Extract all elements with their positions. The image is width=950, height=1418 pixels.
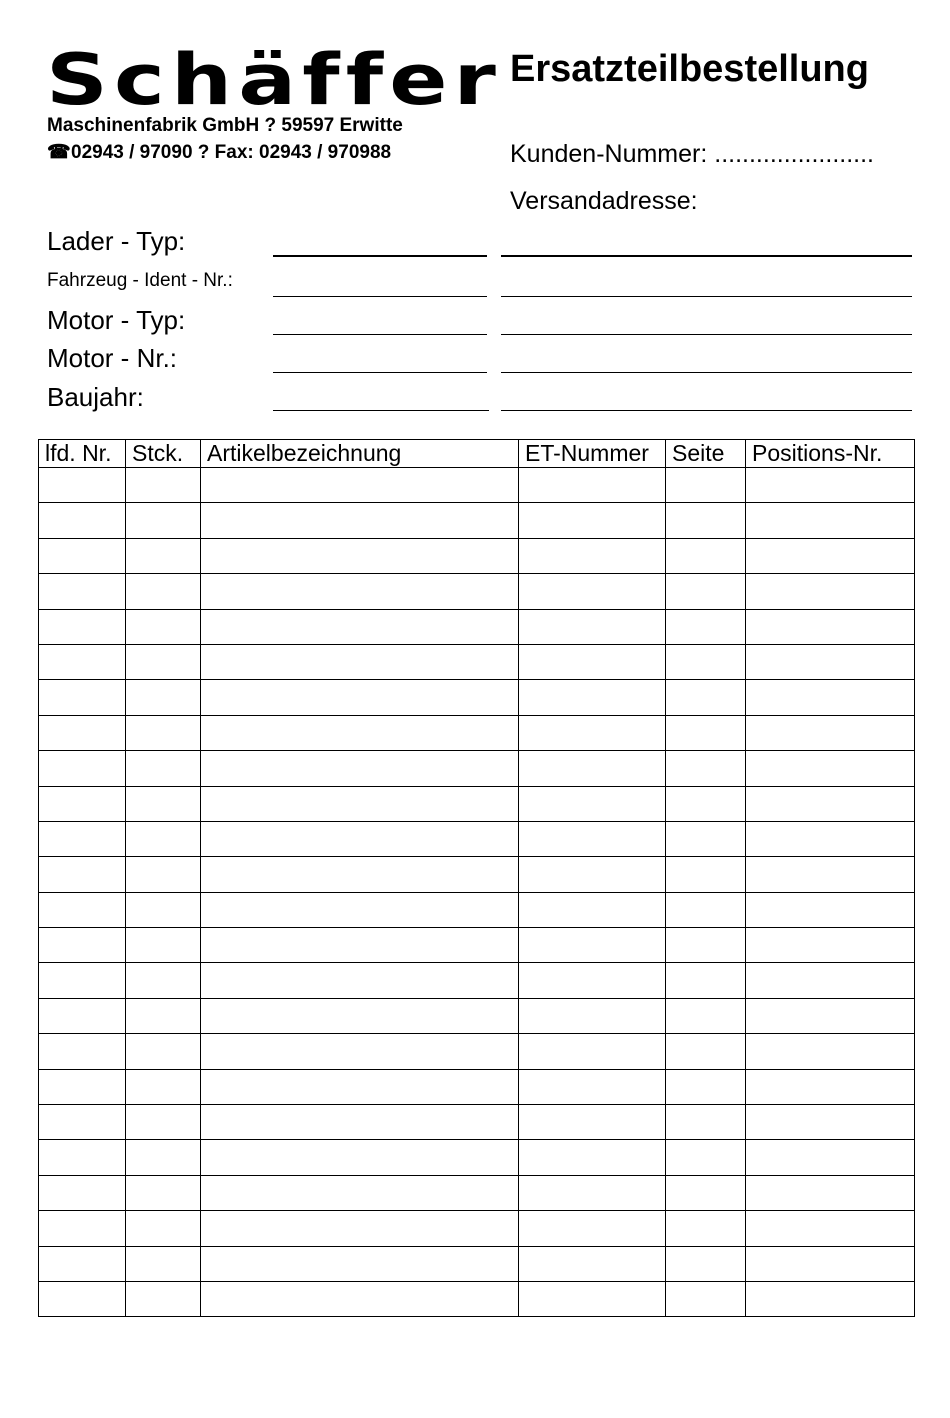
shipping-address-label: Versandadresse: [510,187,698,215]
cell-quantity[interactable] [126,468,201,503]
cell-article[interactable] [201,1281,519,1316]
vehicle-id-input-line[interactable] [273,296,487,297]
order-table-body [39,468,915,1317]
cell-page[interactable] [666,680,746,715]
cell-article[interactable] [201,715,519,750]
logo-text: Schäffer [46,50,502,106]
table-row [39,928,915,963]
table-row [39,821,915,856]
cell-quantity[interactable] [126,1105,201,1140]
cell-page[interactable] [666,928,746,963]
cell-quantity[interactable] [126,574,201,609]
cell-line-number[interactable] [39,715,126,750]
column-header-quantity: Stck. [126,440,201,468]
cell-line-number[interactable] [39,892,126,927]
cell-position[interactable] [746,928,915,963]
table-row [39,751,915,786]
cell-article[interactable] [201,503,519,538]
table-row [39,503,915,538]
cell-part-number[interactable] [519,574,666,609]
cell-quantity[interactable] [126,998,201,1033]
cell-article[interactable] [201,998,519,1033]
cell-position[interactable] [746,1140,915,1175]
cell-quantity[interactable] [126,1281,201,1316]
cell-line-number[interactable] [39,786,126,821]
cell-position[interactable] [746,998,915,1033]
cell-quantity[interactable] [126,1034,201,1069]
cell-page[interactable] [666,1281,746,1316]
order-table [38,439,915,1317]
cell-quantity[interactable] [126,1211,201,1246]
cell-quantity[interactable] [126,609,201,644]
cell-position[interactable] [746,751,915,786]
cell-part-number[interactable] [519,644,666,679]
cell-part-number[interactable] [519,503,666,538]
cell-position[interactable] [746,1034,915,1069]
cell-line-number[interactable] [39,998,126,1033]
table-row [39,1069,915,1104]
cell-part-number[interactable] [519,1069,666,1104]
cell-line-number[interactable] [39,644,126,679]
cell-quantity[interactable] [126,538,201,573]
cell-article[interactable] [201,821,519,856]
table-row [39,1175,915,1210]
cell-page[interactable] [666,1211,746,1246]
cell-position[interactable] [746,821,915,856]
cell-line-number[interactable] [39,574,126,609]
table-row [39,609,915,644]
cell-article[interactable] [201,892,519,927]
cell-part-number[interactable] [519,680,666,715]
cell-page[interactable] [666,1105,746,1140]
table-row [39,680,915,715]
cell-article[interactable] [201,928,519,963]
table-row [39,1281,915,1316]
cell-article[interactable] [201,857,519,892]
column-header-page: Seite [666,440,746,468]
table-row [39,538,915,573]
column-header-part-number: ET-Nummer [519,440,666,468]
year-input-line[interactable] [273,410,489,411]
engine-number-label: Motor - Nr.: [47,343,178,373]
cell-page[interactable] [666,538,746,573]
cell-line-number[interactable] [39,1034,126,1069]
column-header-line-number: lfd. Nr. [39,440,126,468]
cell-position[interactable] [746,503,915,538]
engine-type-label: Motor - Typ: [47,305,186,335]
cell-article[interactable] [201,609,519,644]
cell-part-number[interactable] [519,751,666,786]
cell-line-number[interactable] [39,751,126,786]
cell-page[interactable] [666,503,746,538]
cell-line-number[interactable] [39,538,126,573]
cell-position[interactable] [746,857,915,892]
cell-line-number[interactable] [39,468,126,503]
cell-part-number[interactable] [519,609,666,644]
cell-line-number[interactable] [39,1140,126,1175]
engine-number-input-line[interactable] [273,372,487,373]
shipping-address-line-1[interactable] [501,255,912,257]
cell-article[interactable] [201,1211,519,1246]
cell-quantity[interactable] [126,821,201,856]
table-row [39,715,915,750]
cell-article[interactable] [201,468,519,503]
cell-page[interactable] [666,1175,746,1210]
cell-page[interactable] [666,892,746,927]
cell-quantity[interactable] [126,1175,201,1210]
cell-part-number[interactable] [519,1175,666,1210]
cell-part-number[interactable] [519,1246,666,1281]
cell-page[interactable] [666,1034,746,1069]
table-row [39,1246,915,1281]
cell-position[interactable] [746,1175,915,1210]
cell-part-number[interactable] [519,857,666,892]
shipping-address-line-2[interactable] [501,296,912,297]
table-row [39,786,915,821]
cell-part-number[interactable] [519,928,666,963]
cell-quantity[interactable] [126,1069,201,1104]
cell-position[interactable] [746,468,915,503]
cell-page[interactable] [666,786,746,821]
cell-line-number[interactable] [39,857,126,892]
cell-page[interactable] [666,751,746,786]
cell-line-number[interactable] [39,503,126,538]
cell-page[interactable] [666,1246,746,1281]
table-row [39,1211,915,1246]
cell-line-number[interactable] [39,1105,126,1140]
cell-line-number[interactable] [39,928,126,963]
cell-article[interactable] [201,963,519,998]
cell-article[interactable] [201,786,519,821]
cell-part-number[interactable] [519,538,666,573]
cell-quantity[interactable] [126,751,201,786]
shipping-address-line-5[interactable] [501,410,912,411]
cell-quantity[interactable] [126,928,201,963]
cell-part-number[interactable] [519,1034,666,1069]
cell-part-number[interactable] [519,998,666,1033]
cell-position[interactable] [746,786,915,821]
engine-type-input-line[interactable] [273,334,487,335]
cell-quantity[interactable] [126,892,201,927]
cell-page[interactable] [666,963,746,998]
cell-quantity[interactable] [126,715,201,750]
cell-quantity[interactable] [126,1246,201,1281]
cell-quantity[interactable] [126,857,201,892]
table-row [39,468,915,503]
cell-position[interactable] [746,644,915,679]
cell-article[interactable] [201,1034,519,1069]
page-title: Ersatzteilbestellung [510,48,869,90]
cell-quantity[interactable] [126,503,201,538]
cell-part-number[interactable] [519,1140,666,1175]
cell-line-number[interactable] [39,1211,126,1246]
cell-line-number[interactable] [39,1246,126,1281]
cell-position[interactable] [746,1281,915,1316]
customer-number-field[interactable]: Kunden-Nummer: ....................... [510,140,875,168]
cell-position[interactable] [746,609,915,644]
cell-page[interactable] [666,1069,746,1104]
cell-line-number[interactable] [39,1175,126,1210]
cell-line-number[interactable] [39,963,126,998]
table-row [39,963,915,998]
cell-line-number[interactable] [39,609,126,644]
cell-article[interactable] [201,538,519,573]
cell-quantity[interactable] [126,963,201,998]
cell-page[interactable] [666,857,746,892]
cell-article[interactable] [201,574,519,609]
shipping-address-line-4[interactable] [501,372,912,373]
cell-part-number[interactable] [519,468,666,503]
cell-part-number[interactable] [519,715,666,750]
company-contact [47,141,391,164]
cell-position[interactable] [746,1246,915,1281]
cell-position[interactable] [746,1105,915,1140]
cell-page[interactable] [666,644,746,679]
cell-article[interactable] [201,1246,519,1281]
cell-quantity[interactable] [126,680,201,715]
company-logo [46,50,502,106]
cell-part-number[interactable] [519,963,666,998]
cell-position[interactable] [746,574,915,609]
phone-fax-text: 02943 / 97090 ? Fax: 02943 / 970988 [71,142,392,163]
cell-part-number[interactable] [519,821,666,856]
cell-line-number[interactable] [39,680,126,715]
cell-article[interactable] [201,1140,519,1175]
cell-position[interactable] [746,1211,915,1246]
table-row [39,1140,915,1175]
cell-article[interactable] [201,751,519,786]
loader-type-input-line[interactable] [273,255,487,257]
table-row [39,1105,915,1140]
year-label: Baujahr: [47,382,144,412]
cell-article[interactable] [201,1069,519,1104]
cell-page[interactable] [666,609,746,644]
cell-article[interactable] [201,1175,519,1210]
phone-icon: ☎ [47,142,71,163]
cell-part-number[interactable] [519,1105,666,1140]
cell-quantity[interactable] [126,1140,201,1175]
cell-line-number[interactable] [39,821,126,856]
cell-line-number[interactable] [39,1281,126,1316]
column-header-article: Artikelbezeichnung [201,440,519,468]
cell-position[interactable] [746,1069,915,1104]
table-row [39,998,915,1033]
company-name: Maschinenfabrik GmbH ? 59597 Erwitte [47,115,403,136]
vehicle-id-label: Fahrzeug - Ident - Nr.: [47,270,233,291]
cell-part-number[interactable] [519,1211,666,1246]
cell-part-number[interactable] [519,892,666,927]
table-row [39,1034,915,1069]
table-row [39,892,915,927]
cell-position[interactable] [746,715,915,750]
cell-part-number[interactable] [519,786,666,821]
cell-page[interactable] [666,821,746,856]
column-header-position: Positions-Nr. [746,440,915,468]
cell-position[interactable] [746,892,915,927]
cell-position[interactable] [746,538,915,573]
cell-page[interactable] [666,468,746,503]
cell-article[interactable] [201,680,519,715]
table-row [39,644,915,679]
cell-line-number[interactable] [39,1069,126,1104]
shipping-address-line-3[interactable] [501,334,912,335]
table-header-row [39,440,915,468]
cell-article[interactable] [201,644,519,679]
cell-part-number[interactable] [519,1281,666,1316]
cell-page[interactable] [666,1140,746,1175]
cell-page[interactable] [666,998,746,1033]
cell-page[interactable] [666,574,746,609]
cell-page[interactable] [666,715,746,750]
table-row [39,574,915,609]
loader-type-label: Lader - Typ: [47,226,186,256]
cell-quantity[interactable] [126,786,201,821]
cell-position[interactable] [746,963,915,998]
cell-quantity[interactable] [126,644,201,679]
cell-article[interactable] [201,1105,519,1140]
cell-position[interactable] [746,680,915,715]
table-row [39,857,915,892]
